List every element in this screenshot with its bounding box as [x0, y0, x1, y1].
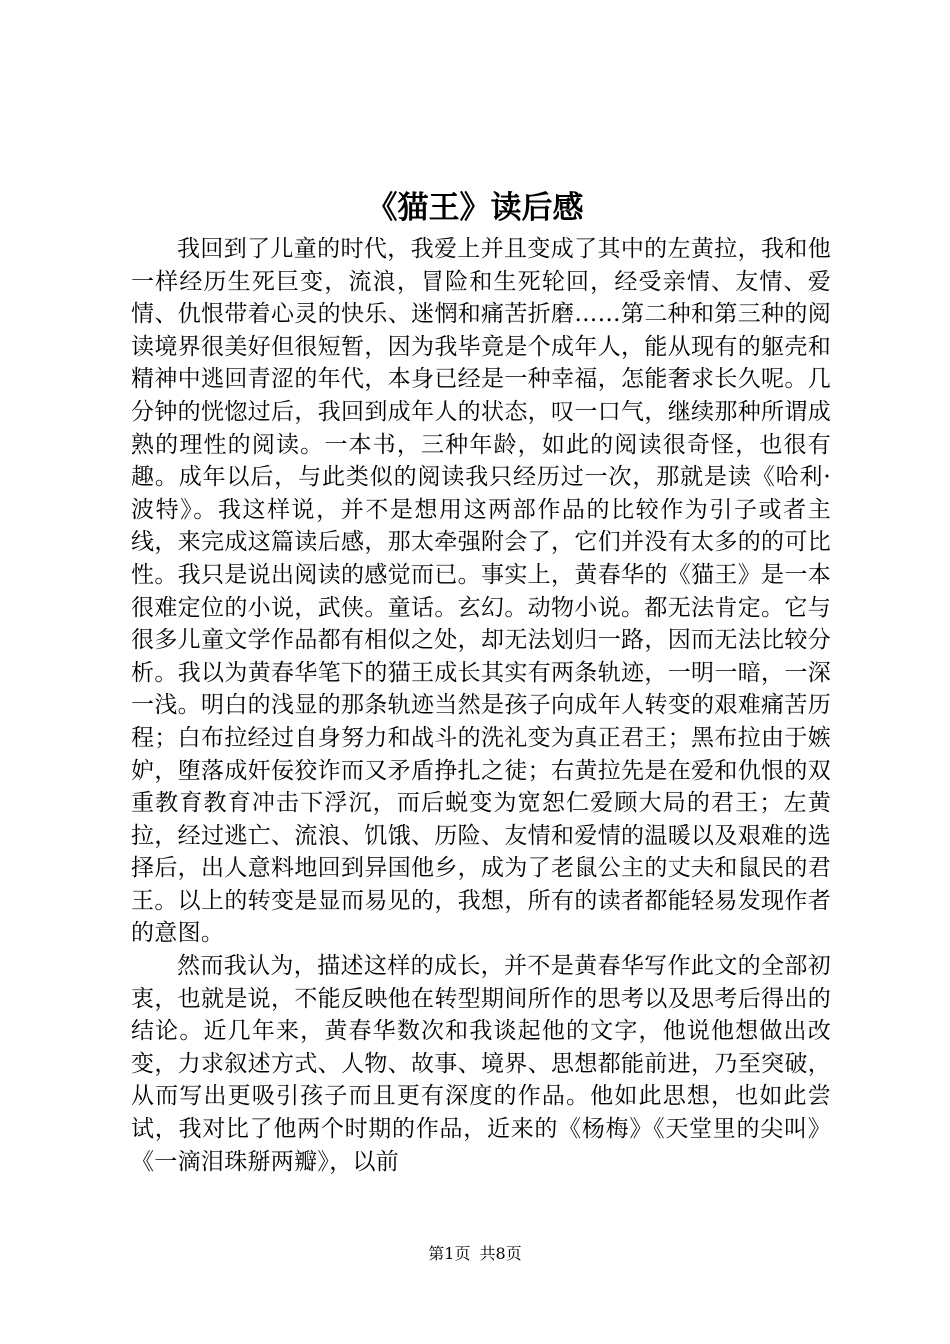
page-total: 共8页 [479, 1244, 522, 1263]
paragraph-2: 然而我认为，描述这样的成长，并不是黄春华写作此文的全部初衷，也就是说，不能反映他在转型期间所作的思考以及思考后得出的结论。近几年来，黄春华数次和我谈起他的文字，他说他想做出改变，力求叙述方式、人物、故事、境界、思想都能前进，乃至突破，从而写出更吸引孩子而且更有深度的作品。他如此思想，也如此尝试，我对比了他两个时期的作品，近来的《杨梅》《天堂里的尖叫》《一滴泪珠掰两瓣》，以前 [131, 953, 831, 1175]
page-footer [0, 1243, 950, 1265]
paragraph-1: 我回到了儿童的时代，我爱上并且变成了其中的左黄拉，我和他一样经历生死巨变，流浪，冒险和生死轮回，经受亲情、友情、爱情、仇恨带着心灵的快乐、迷惘和痛苦折磨……第二种和第三种的阅读境界很美好但很短暂，因为我毕竟是个成年人，能从现有的躯壳和精神中逃回青涩的年代，本身已经是一种幸福，怎能奢求长久呢。几分钟的恍惚过后，我回到成年人的状态，叹一口气，继续那种所谓成熟的理性的阅读。一本书，三种年龄，如此的阅读很奇怪，也很有趣。成年以后，与此类似的阅读我只经历过一次，那就是读《哈利·波特》。我这样说，并不是想用这两部作品的比较作为引子或者主线，来完成这篇读后感，那太牵强附会了，它们并没有太多的的可比性。我只是说出阅读的感觉而已。事实上，黄春华的《猫王》是一本很难定位的小说，武侠。童话。玄幻。动物小说。都无法肯定。它与很多儿童文学作品都有相似之处，却无法划归一路，因而无法比较分析。我以为黄春华笔下的猫王成长其实有两条轨迹，一明一暗，一深一浅。明白的浅显的那条轨迹当然是孩子向成年人转变的艰难痛苦历程；白布拉经过自身努力和战斗的洗礼变为真正君王；黑布拉由于嫉妒，堕落成奸佞狡诈而又矛盾挣扎之徒；右黄拉先是在爱和仇恨的双重教育教育冲击下浮沉，而后蜕变为宽恕仁爱顾大局的君王；左黄拉，经过逃亡、流浪、饥饿、历险、友情和爱情的温暖以及艰难的选择后，出人意料地回到异国他乡，成为了老鼠公主的丈夫和鼠民的君王。以上的转变是显而易见的，我想，所有的读者都能轻易发现作者的意图。 [131, 236, 831, 947]
page-number: 第1页 [428, 1244, 471, 1263]
document-title: 《猫王》读后感 [366, 190, 584, 226]
document-body [131, 233, 831, 1178]
